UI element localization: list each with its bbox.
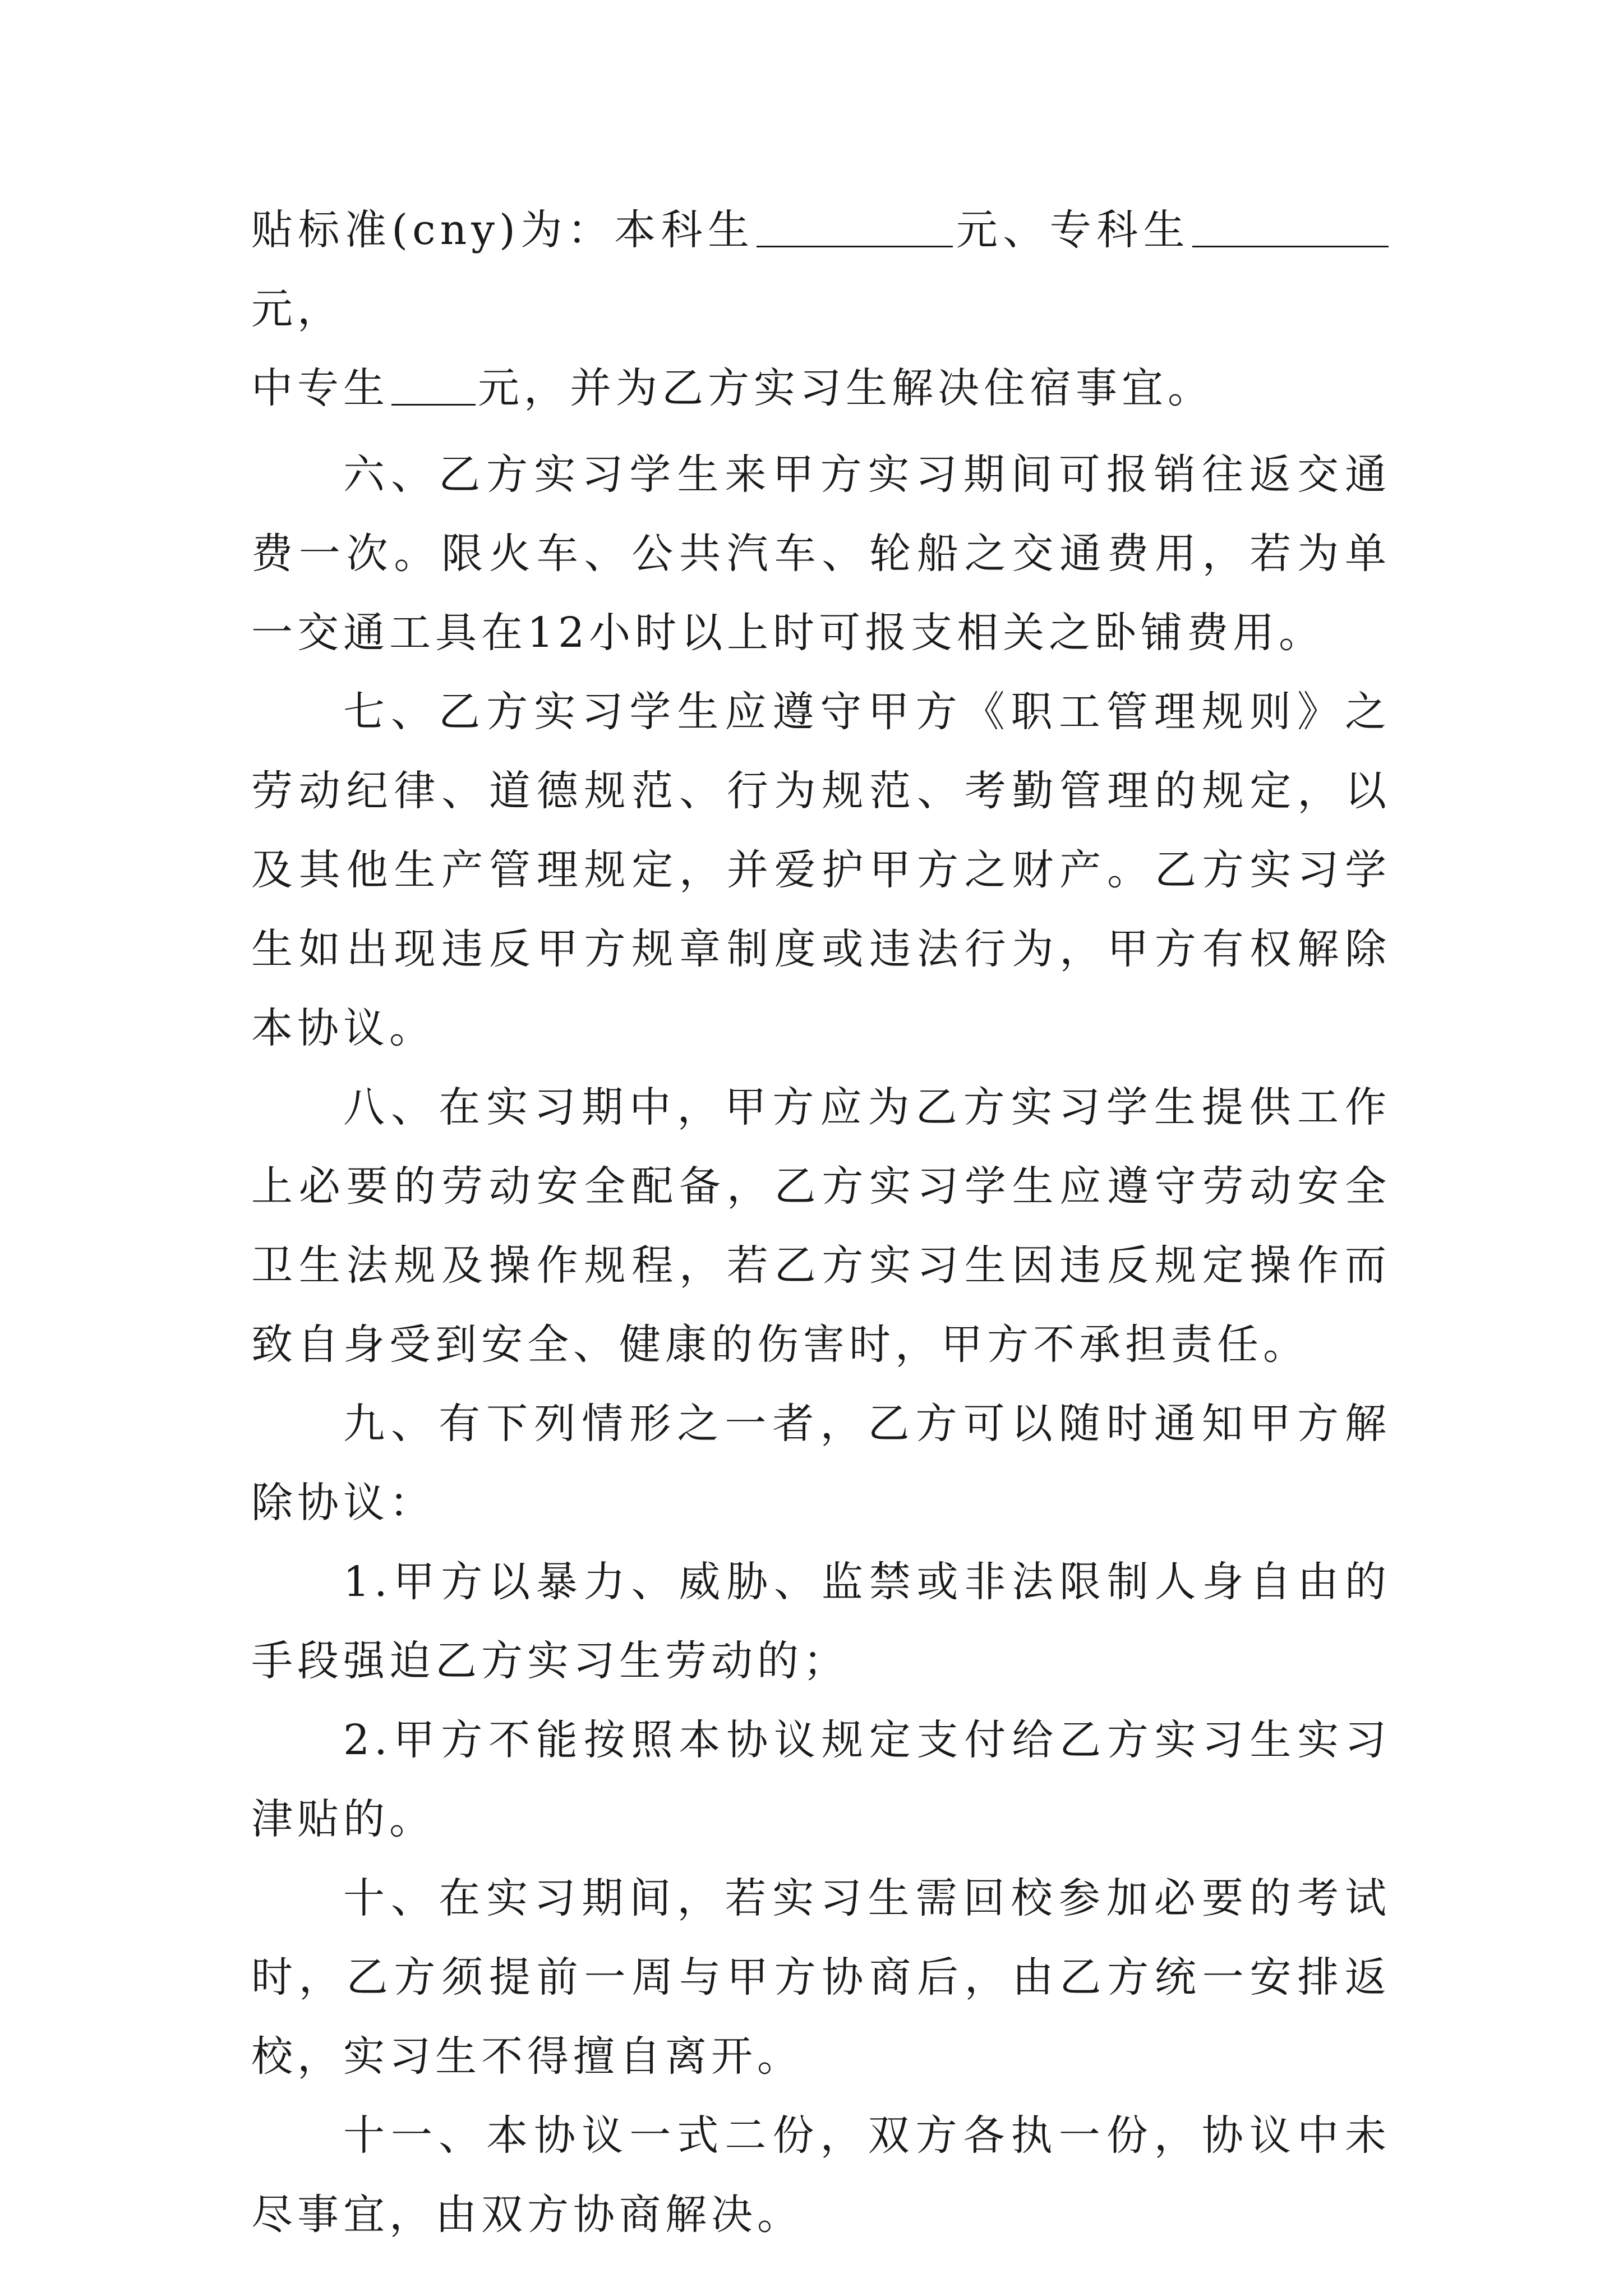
paragraph-copies: 十一、本协议一式二份，双方各执一份，协议中未尽事宜，由双方协商解决。 (251, 2111, 1391, 2239)
paragraph-rules-compliance: 七、乙方实习学生应遵守甲方《职工管理规则》之劳动纪律、道德规范、行为规范、考勤管理的规定，以及其他生产管理规定，并爱护甲方之财产。乙方实习学生如出现违反甲方规章制度或违法行为，甲方有权解除本协议。 (251, 688, 1391, 1052)
document-body (251, 191, 1391, 2254)
paragraph-allowance-standard (251, 191, 1391, 428)
paragraph-safety-equipment: 八、在实习期中，甲方应为乙方实习学生提供工作上必要的劳动安全配备，乙方实习学生应遵守劳动安全卫生法规及操作规程，若乙方实习生因违反规定操作而致自身受到安全、健康的伤害时，甲方不承担责任。 (251, 1083, 1391, 1369)
paragraph-exam-leave: 十、在实习期间，若实习生需回校参加必要的考试时，乙方须提前一周与甲方协商后，由乙方统一安排返校，实习生不得擅自离开。 (251, 1874, 1391, 2081)
allowance-suffix: 元，并为乙方实习生解决住宿事宜。 (478, 364, 1214, 412)
allowance-prefix: 贴标准(cny)为：本科生 (251, 206, 755, 254)
allowance-mid2: 元， (251, 285, 343, 333)
paragraph-termination-conditions: 九、有下列情形之一者，乙方可以随时通知甲方解除协议： (251, 1400, 1391, 1527)
undergraduate-amount-blank (757, 206, 953, 247)
list-item-condition-2: 2.甲方不能按照本协议规定支付给乙方实习生实习津贴的。 (251, 1716, 1391, 1843)
paragraph-travel-expense: 六、乙方实习学生来甲方实习期间可报销往返交通费一次。限火车、公共汽车、轮船之交通费用，若为单一交通工具在12小时以上时可报支相关之卧铺费用。 (251, 450, 1391, 657)
vocational-amount-blank (391, 365, 476, 406)
allowance-mid1: 元、专科生 (955, 206, 1191, 254)
list-item-condition-1: 1.甲方以暴力、威胁、监禁或非法限制人身自由的手段强迫乙方实习生劳动的； (251, 1558, 1391, 1685)
college-amount-blank (1192, 206, 1389, 247)
allowance-line2-prefix: 中专生 (251, 364, 389, 412)
